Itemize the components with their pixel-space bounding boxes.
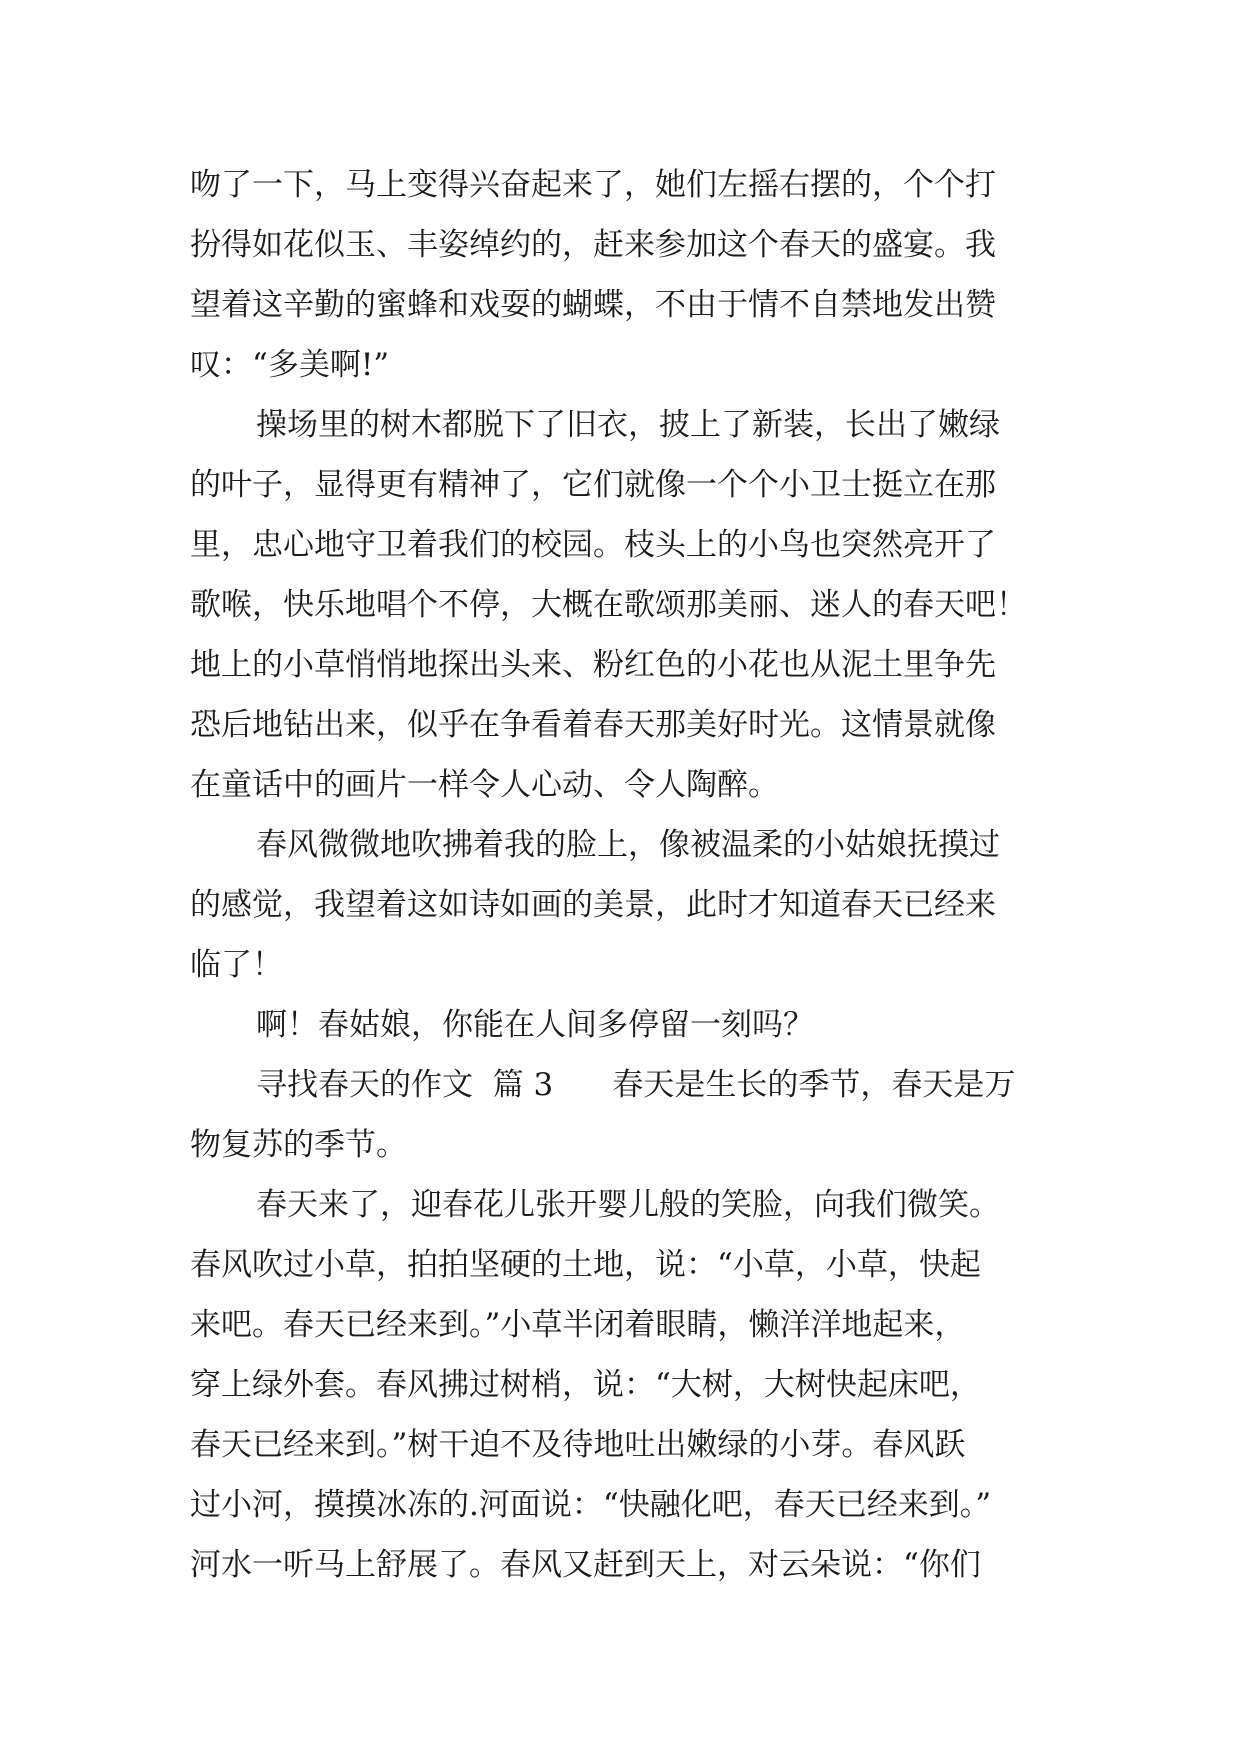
paragraph-first-line: 春风微微地吹拂着我的脸上，像被温柔的小姑娘抚摸过 — [256, 827, 1000, 863]
paragraph-first-line: 春天来了，迎春花儿张开婴儿般的笑脸，向我们微笑。 — [256, 1187, 1000, 1223]
text-line: 河水一听马上舒展了。春风又赶到天上，对云朵说：“你们 — [190, 1547, 981, 1583]
section-heading-line: 寻找春天的作文 篇 3 春天是生长的季节，春天是万 — [256, 1067, 1016, 1103]
text-line: 春天已经来到。”树干迫不及待地吐出嫩绿的小芽。春风跃 — [190, 1427, 966, 1463]
text-line: 物复苏的季节。 — [190, 1127, 407, 1163]
text-line: 歌喉，快乐地唱个不停，大概在歌颂那美丽、迷人的春天吧！ — [190, 587, 1027, 623]
paragraph-first-line: 啊！春姑娘，你能在人间多停留一刻吗？ — [256, 1007, 814, 1043]
text-line: 扮得如花似玉、丰姿绰约的，赶来参加这个春天的盛宴。我 — [190, 227, 996, 263]
text-line: 地上的小草悄悄地探出头来、粉红色的小花也从泥土里争先 — [190, 647, 996, 683]
text-line: 里，忠心地守卫着我们的校园。枝头上的小鸟也突然亮开了 — [190, 527, 996, 563]
text-line: 穿上绿外套。春风拂过树梢，说：“大树，大树快起床吧， — [190, 1367, 981, 1403]
text-line: 望着这辛勤的蜜蜂和戏耍的蝴蝶，不由于情不自禁地发出赞 — [190, 287, 996, 323]
essay-body — [190, 155, 1070, 1595]
text-line: 来吧。春天已经来到。”小草半闭着眼睛，懒洋洋地起来， — [190, 1307, 966, 1343]
text-line: 的感觉，我望着这如诗如画的美景，此时才知道春天已经来 — [190, 887, 996, 923]
paragraph-first-line: 操场里的树木都脱下了旧衣，披上了新装，长出了嫩绿 — [256, 407, 1000, 443]
text-line: 恐后地钻出来，似乎在争看着春天那美好时光。这情景就像 — [190, 707, 996, 743]
text-line: 叹：“多美啊!” — [190, 347, 390, 383]
text-line: 春风吹过小草，拍拍坚硬的土地，说：“小草，小草，快起 — [190, 1247, 981, 1283]
text-line: 吻了一下，马上变得兴奋起来了，她们左摇右摆的，个个打 — [190, 167, 996, 203]
text-line: 的叶子，显得更有精神了，它们就像一个个小卫士挺立在那 — [190, 467, 996, 503]
text-line: 临了！ — [190, 947, 283, 983]
text-line: 过小河，摸摸冰冻的.河面说：“快融化吧，春天已经来到。” — [190, 1487, 992, 1523]
text-line: 在童话中的画片一样令人心动、令人陶醉。 — [190, 767, 779, 803]
